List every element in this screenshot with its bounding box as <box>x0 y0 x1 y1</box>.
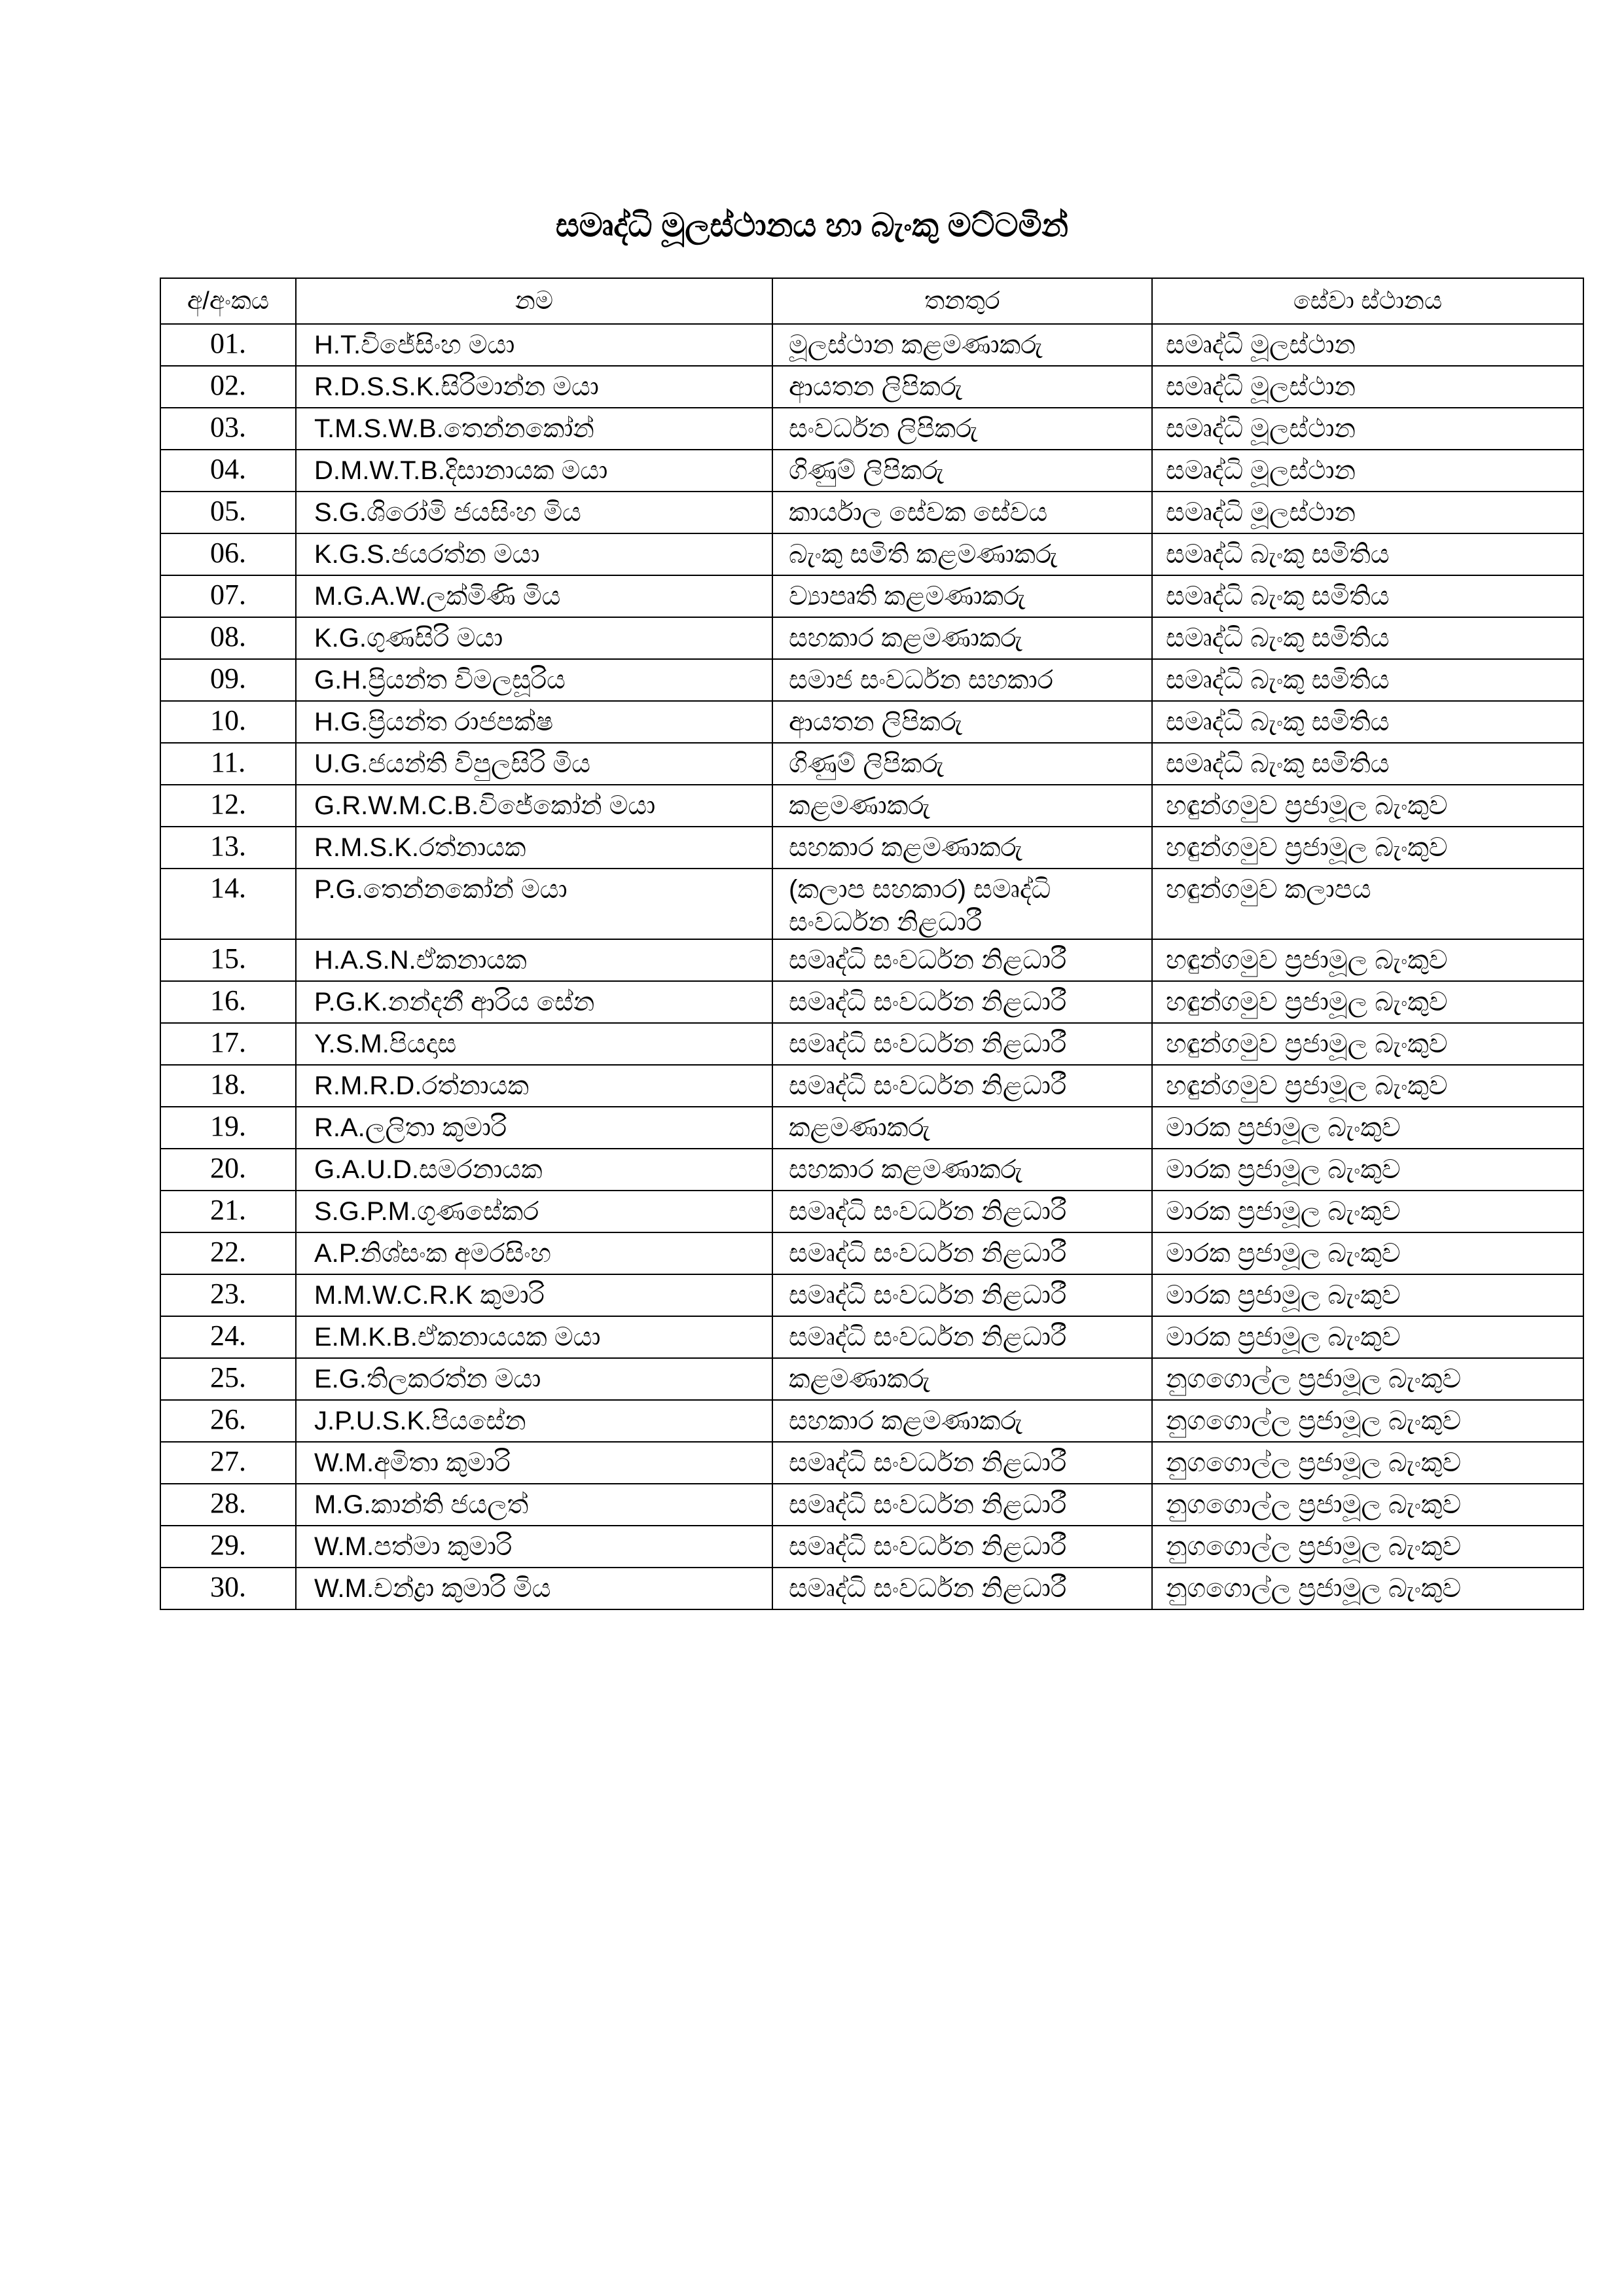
table-row <box>160 1191 1583 1232</box>
cell-workplace: නුගගොල්ල ප්‍රජාමූල බැංකුව <box>1152 1442 1583 1484</box>
cell-number: 19. <box>160 1107 296 1149</box>
cell-designation: ව්‍යාපෘති කළමණාකරු <box>772 575 1152 617</box>
cell-designation: සංවර්ධන ලිපිකරු <box>772 408 1152 450</box>
cell-workplace: හඳුන්ගමුව ප්‍රජාමූල බැංකුව <box>1152 1023 1583 1065</box>
cell-designation: සහකාර කළමණාකරු <box>772 617 1152 659</box>
cell-number: 02. <box>160 366 296 408</box>
cell-number: 20. <box>160 1149 296 1191</box>
cell-number: 06. <box>160 533 296 575</box>
table-row <box>160 785 1583 827</box>
cell-name: S.G.P.M.ගුණසේකර <box>296 1191 772 1232</box>
cell-name: M.G.A.W.ලක්මිණි මිය <box>296 575 772 617</box>
cell-workplace: මාරක ප්‍රජාමූල බැංකුව <box>1152 1316 1583 1358</box>
table-header <box>160 278 1583 324</box>
cell-name: G.A.U.D.සමරනායක <box>296 1149 772 1191</box>
cell-designation: සහකාර කළමණාකරු <box>772 827 1152 869</box>
cell-designation: ගිණුම් ලිපිකරු <box>772 743 1152 785</box>
cell-designation: කළමණාකරු <box>772 1358 1152 1400</box>
cell-workplace: මාරක ප්‍රජාමූල බැංකුව <box>1152 1107 1583 1149</box>
table-row <box>160 492 1583 533</box>
table-row <box>160 324 1583 366</box>
cell-name: P.G.තෙන්නකෝන් මයා <box>296 869 772 939</box>
table-row <box>160 617 1583 659</box>
cell-designation: ගිණුම් ලිපිකරු <box>772 450 1152 492</box>
cell-number: 21. <box>160 1191 296 1232</box>
cell-name: H.G.ප්‍රියන්ත රාජපක්ෂ <box>296 701 772 743</box>
cell-workplace: නුගගොල්ල ප්‍රජාමූල බැංකුව <box>1152 1526 1583 1568</box>
cell-number: 25. <box>160 1358 296 1400</box>
table-row <box>160 575 1583 617</box>
cell-designation: සමාජ සංවර්ධන සහකාර <box>772 659 1152 701</box>
cell-name: R.M.R.D.රත්නායක <box>296 1065 772 1107</box>
cell-designation: සමෘද්ධි සංවර්ධන නිළධාරී <box>772 1232 1152 1274</box>
cell-number: 18. <box>160 1065 296 1107</box>
cell-workplace: හඳුන්ගමුව කලාපය <box>1152 869 1583 939</box>
cell-designation: කාර්යාල සේවක සේවය <box>772 492 1152 533</box>
staff-table-body <box>160 324 1583 1609</box>
cell-name: E.M.K.B.ඒකනායයක මයා <box>296 1316 772 1358</box>
cell-number: 23. <box>160 1274 296 1316</box>
cell-designation: මූලස්ථාන කළමණාකරු <box>772 324 1152 366</box>
cell-designation: (කලාප සහකාර) සමෘද්ධි සංවර්ධන නිළධාරී <box>772 869 1152 939</box>
cell-workplace: සමෘද්ධි බැංකු සමිතිය <box>1152 701 1583 743</box>
cell-workplace: හඳුන්ගමුව ප්‍රජාමූල බැංකුව <box>1152 827 1583 869</box>
cell-name: G.H.ප්‍රියන්ත විමලසූරිය <box>296 659 772 701</box>
cell-designation: සමෘද්ධි සංවර්ධන නිළධාරී <box>772 981 1152 1023</box>
table-row <box>160 1484 1583 1526</box>
cell-workplace: නුගගොල්ල ප්‍රජාමූල බැංකුව <box>1152 1484 1583 1526</box>
cell-workplace: සමෘද්ධි බැංකු සමිතිය <box>1152 659 1583 701</box>
cell-workplace: මාරක ප්‍රජාමූල බැංකුව <box>1152 1191 1583 1232</box>
cell-number: 09. <box>160 659 296 701</box>
cell-workplace: හඳුන්ගමුව ප්‍රජාමූල බැංකුව <box>1152 981 1583 1023</box>
table-row <box>160 408 1583 450</box>
cell-number: 26. <box>160 1400 296 1442</box>
cell-number: 29. <box>160 1526 296 1568</box>
table-row <box>160 1107 1583 1149</box>
cell-number: 05. <box>160 492 296 533</box>
cell-name: A.P.නිශ්සංක අමරසිංහ <box>296 1232 772 1274</box>
cell-designation: සමෘද්ධි සංවර්ධන නිළධාරී <box>772 1191 1152 1232</box>
cell-designation: ආයතන ලිපිකරු <box>772 701 1152 743</box>
table-row <box>160 659 1583 701</box>
table-row <box>160 1400 1583 1442</box>
table-row <box>160 450 1583 492</box>
cell-designation: සමෘද්ධි සංවර්ධන නිළධාරී <box>772 1274 1152 1316</box>
cell-name: W.M.චන්ද්‍රා කුමාරි මිය <box>296 1568 772 1609</box>
cell-workplace: මාරක ප්‍රජාමූල බැංකුව <box>1152 1274 1583 1316</box>
cell-name: Y.S.M.පියදාස <box>296 1023 772 1065</box>
cell-designation: බැංකු සමිති කළමණාකරු <box>772 533 1152 575</box>
table-row <box>160 533 1583 575</box>
cell-designation: කළමණාකරු <box>772 785 1152 827</box>
cell-number: 27. <box>160 1442 296 1484</box>
cell-workplace: සමෘද්ධි බැංකු සමිතිය <box>1152 743 1583 785</box>
cell-designation: සමෘද්ධි සංවර්ධන නිළධාරී <box>772 1065 1152 1107</box>
cell-workplace: මාරක ප්‍රජාමූල බැංකුව <box>1152 1232 1583 1274</box>
cell-name: P.G.K.නන්දනී ආරිය සේන <box>296 981 772 1023</box>
cell-workplace: සමෘද්ධි මූලස්ථාන <box>1152 408 1583 450</box>
cell-number: 11. <box>160 743 296 785</box>
cell-number: 13. <box>160 827 296 869</box>
cell-name: G.R.W.M.C.B.විජේකෝන් මයා <box>296 785 772 827</box>
cell-designation: සමෘද්ධි සංවර්ධන නිළධාරී <box>772 939 1152 981</box>
cell-workplace: සමෘද්ධි බැංකු සමිතිය <box>1152 533 1583 575</box>
cell-name: M.M.W.C.R.K කුමාරි <box>296 1274 772 1316</box>
table-row <box>160 366 1583 408</box>
header-cell-number: අ/අංකය <box>160 278 296 324</box>
cell-name: W.M.අමිතා කුමාරි <box>296 1442 772 1484</box>
table-row <box>160 1065 1583 1107</box>
cell-name: H.A.S.N.ඒකනායක <box>296 939 772 981</box>
cell-designation: සහකාර කළමණාකරු <box>772 1149 1152 1191</box>
header-cell-workplace: සේවා ස්ථානය <box>1152 278 1583 324</box>
cell-designation: සමෘද්ධි සංවර්ධන නිළධාරී <box>772 1484 1152 1526</box>
table-row <box>160 1358 1583 1400</box>
table-row <box>160 1232 1583 1274</box>
cell-workplace: හඳුන්ගමුව ප්‍රජාමූල බැංකුව <box>1152 1065 1583 1107</box>
table-row <box>160 827 1583 869</box>
cell-number: 04. <box>160 450 296 492</box>
cell-number: 08. <box>160 617 296 659</box>
cell-name: D.M.W.T.B.දිසානායක මයා <box>296 450 772 492</box>
cell-number: 14. <box>160 869 296 939</box>
cell-name: E.G.තිලකරත්න මයා <box>296 1358 772 1400</box>
cell-name: K.G.ගුණසිරි මයා <box>296 617 772 659</box>
cell-designation: සමෘද්ධි සංවර්ධන නිළධාරී <box>772 1442 1152 1484</box>
cell-number: 17. <box>160 1023 296 1065</box>
cell-number: 07. <box>160 575 296 617</box>
table-row <box>160 939 1583 981</box>
table-row <box>160 743 1583 785</box>
cell-number: 28. <box>160 1484 296 1526</box>
cell-name: R.M.S.K.රත්නායක <box>296 827 772 869</box>
cell-name: W.M.පත්මා කුමාරි <box>296 1526 772 1568</box>
table-row <box>160 701 1583 743</box>
table-row <box>160 1149 1583 1191</box>
table-row <box>160 869 1583 939</box>
cell-number: 22. <box>160 1232 296 1274</box>
cell-workplace: නුගගොල්ල ප්‍රජාමූල බැංකුව <box>1152 1358 1583 1400</box>
cell-number: 24. <box>160 1316 296 1358</box>
page-title: සමෘද්ධි මූලස්ථානය හා බැංකු මට්ටමින් <box>555 207 1069 243</box>
cell-name: R.A.ලලිතා කුමාරි <box>296 1107 772 1149</box>
table-row <box>160 1316 1583 1358</box>
cell-designation: සහකාර කළමණාකරු <box>772 1400 1152 1442</box>
cell-name: U.G.ජයන්ති විපුලසිරි මිය <box>296 743 772 785</box>
cell-workplace: සමෘද්ධි මූලස්ථාන <box>1152 450 1583 492</box>
table-header-row <box>160 278 1583 324</box>
cell-workplace: මාරක ප්‍රජාමූල බැංකුව <box>1152 1149 1583 1191</box>
cell-name: M.G.කාන්ති ජයලත් <box>296 1484 772 1526</box>
cell-designation: සමෘද්ධි සංවර්ධන නිළධාරී <box>772 1568 1152 1609</box>
cell-name: R.D.S.S.K.සිරිමාන්න මයා <box>296 366 772 408</box>
cell-number: 30. <box>160 1568 296 1609</box>
staff-table <box>160 278 1584 1610</box>
cell-number: 16. <box>160 981 296 1023</box>
cell-workplace: සමෘද්ධි මූලස්ථාන <box>1152 324 1583 366</box>
cell-designation: ආයතන ලිපිකරු <box>772 366 1152 408</box>
table-row <box>160 1274 1583 1316</box>
cell-name: K.G.S.ජයරත්න මයා <box>296 533 772 575</box>
cell-workplace: නුගගොල්ල ප්‍රජාමූල බැංකුව <box>1152 1568 1583 1609</box>
header-cell-designation: තනතුර <box>772 278 1152 324</box>
table-row <box>160 1442 1583 1484</box>
cell-number: 12. <box>160 785 296 827</box>
table-row <box>160 1568 1583 1609</box>
cell-designation: සමෘද්ධි සංවර්ධන නිළධාරී <box>772 1526 1152 1568</box>
cell-name: T.M.S.W.B.තෙන්නකෝන් <box>296 408 772 450</box>
cell-workplace: හඳුන්ගමුව ප්‍රජාමූල බැංකුව <box>1152 939 1583 981</box>
table-row <box>160 1526 1583 1568</box>
header-cell-name: නම <box>296 278 772 324</box>
cell-name: H.T.විජේසිංහ මයා <box>296 324 772 366</box>
cell-designation: කළමණාකරු <box>772 1107 1152 1149</box>
table-row <box>160 1023 1583 1065</box>
cell-number: 03. <box>160 408 296 450</box>
cell-workplace: හඳුන්ගමුව ප්‍රජාමූල බැංකුව <box>1152 785 1583 827</box>
cell-name: S.G.ශිරෝමි ජයසිංහ මිය <box>296 492 772 533</box>
cell-workplace: සමෘද්ධි මූලස්ථාන <box>1152 492 1583 533</box>
cell-number: 01. <box>160 324 296 366</box>
cell-number: 15. <box>160 939 296 981</box>
cell-number: 10. <box>160 701 296 743</box>
cell-name: J.P.U.S.K.පියසේන <box>296 1400 772 1442</box>
table-row <box>160 981 1583 1023</box>
cell-workplace: නුගගොල්ල ප්‍රජාමූල බැංකුව <box>1152 1400 1583 1442</box>
cell-designation: සමෘද්ධි සංවර්ධන නිළධාරී <box>772 1316 1152 1358</box>
cell-designation: සමෘද්ධි සංවර්ධන නිළධාරී <box>772 1023 1152 1065</box>
cell-workplace: සමෘද්ධි බැංකු සමිතිය <box>1152 617 1583 659</box>
cell-workplace: සමෘද්ධි මූලස්ථාන <box>1152 366 1583 408</box>
cell-workplace: සමෘද්ධි බැංකු සමිතිය <box>1152 575 1583 617</box>
